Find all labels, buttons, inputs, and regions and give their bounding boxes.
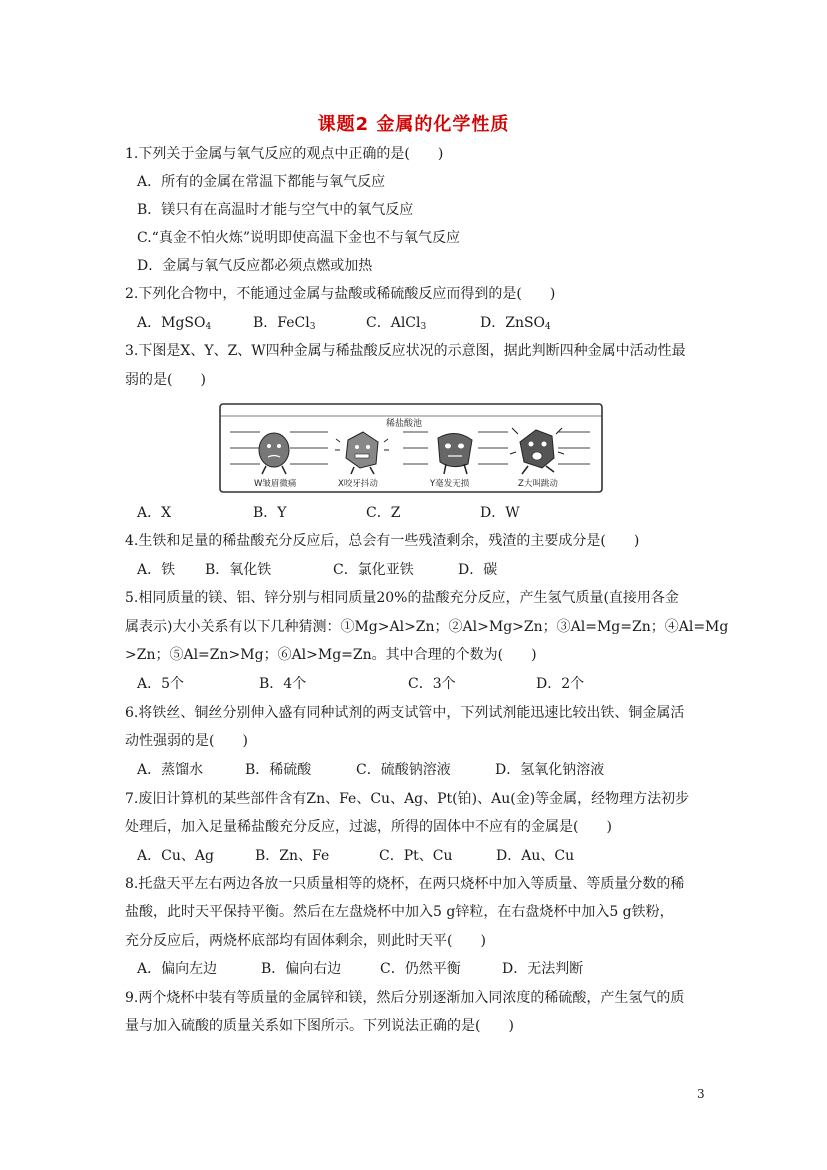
question-4-option-c: C．氯化亚铁 (333, 562, 414, 578)
question-3-option-a: A．X (137, 505, 172, 521)
question-5-option-d: D．2个 (536, 676, 585, 692)
question-2-stem: 2.下列化合物中，不能通过金属与盐酸或稀硫酸反应而得到的是( ) (125, 286, 556, 302)
question-4-option-b: B．氧化铁 (205, 562, 272, 578)
metal-reaction-figure (218, 402, 604, 494)
question-1-option-a: A．所有的金属在常温下都能与氧气反应 (137, 174, 386, 190)
question-7-stem-line-2: 处理后，加入足量稀盐酸充分反应，过滤，所得的固体中不应有的金属是( ) (125, 819, 612, 835)
question-1-option-b: B．镁只有在高温时才能与空气中的氧气反应 (137, 202, 414, 218)
question-8-option-a: A．偏向左边 (137, 961, 218, 977)
question-1-stem: 1.下列关于金属与氧气反应的观点中正确的是( ) (125, 146, 444, 162)
question-8-option-c: C．仍然平衡 (380, 961, 461, 977)
figure-label-w: W皱眉微痛 (254, 479, 297, 489)
question-8-option-b: B．偏向右边 (261, 961, 342, 977)
question-6-option-b: B．稀硫酸 (245, 762, 312, 778)
question-2-option-d: D．ZnSO$_4$ (480, 315, 551, 332)
question-8-stem-line-1: 8.托盘天平左右两边各放一只质量相等的烧杯，在两只烧杯中加入等质量、等质量分数的稀 (125, 876, 685, 892)
question-3-option-c: C．Z (366, 505, 401, 521)
question-6-option-c: C．硫酸钠溶液 (356, 762, 451, 778)
question-2-option-c: C．AlCl$_3$ (366, 315, 427, 332)
question-7-stem-line-1: 7.废旧计算机的某些部件含有Zn、Fe、Cu、Ag、Pt(铂)、Au(金)等金属，经物理方法初步 (125, 791, 690, 807)
question-5-option-b: B．4个 (259, 676, 307, 692)
question-6-option-d: D．氢氧化钠溶液 (495, 762, 605, 778)
question-6-option-a: A．蒸馏水 (137, 762, 204, 778)
question-5-stem-line-2: 属表示)大小关系有以下几种猜测：①Mg>Al>Zn；②Al>Mg>Zn；③Al=Mg=Zn；④Al=Mg (125, 619, 729, 635)
question-5-option-c: C．3个 (408, 676, 456, 692)
question-3-stem-line-2: 弱的是( ) (125, 372, 206, 388)
question-5-stem-line-3: >Zn；⑤Al=Zn>Mg；⑥Al>Mg=Zn。其中合理的个数为( ) (125, 647, 537, 663)
question-7-option-b: B．Zn、Fe (255, 848, 330, 864)
question-7-option-d: D．Au、Cu (496, 848, 575, 864)
question-1-option-c: C.“真金不怕火炼”说明即使高温下金也不与氧气反应 (137, 230, 460, 246)
pool-label: 稀盐酸池 (386, 419, 423, 429)
question-6-stem-line-1: 6.将铁丝、铜丝分别伸入盛有同种试剂的两支试管中，下列试剂能迅速比较出铁、铜金属活 (125, 705, 685, 721)
question-7-option-a: A．Cu、Ag (137, 848, 214, 864)
question-9-stem-line-2: 量与加入硫酸的质量关系如下图所示。下列说法正确的是( ) (125, 1018, 514, 1034)
question-6-stem-line-2: 动性强弱的是( ) (125, 733, 248, 749)
question-4-option-a: A．铁 (137, 562, 176, 578)
question-3-option-b: B．Y (253, 505, 287, 521)
question-9-stem-line-1: 9.两个烧杯中装有等质量的金属锌和镁，然后分别逐渐加入同浓度的稀硫酸，产生氢气的质 (125, 990, 685, 1006)
page-title: 课题2 金属的化学性质 (317, 114, 510, 135)
question-8-option-d: D．无法判断 (502, 961, 584, 977)
page-number: 3 (697, 1087, 705, 1101)
question-4-option-d: D．碳 (458, 562, 498, 578)
figure-label-x: X咬牙抖动 (338, 479, 378, 489)
question-2-option-a: A．MgSO$_4$ (137, 315, 212, 332)
question-5-option-a: A．5个 (137, 676, 185, 692)
question-4-stem: 4.生铁和足量的稀盐酸充分反应后，总会有一些残渣剩余，残渣的主要成分是( ) (125, 533, 640, 549)
question-2-option-b: B．FeCl$_3$ (253, 315, 316, 332)
question-5-stem-line-1: 5.相同质量的镁、铝、锌分别与相同质量20%的盐酸充分反应，产生氢气质量(直接用各金 (125, 590, 679, 606)
question-3-stem-line-1: 3.下图是X、Y、Z、W四种金属与稀盐酸反应状况的示意图，据此判断四种金属中活动性最 (125, 343, 686, 359)
figure-label-y: Y毫发无损 (430, 479, 470, 489)
question-1-option-d: D．金属与氧气反应都必须点燃或加热 (137, 258, 373, 274)
question-7-option-c: C．Pt、Cu (379, 848, 453, 864)
figure-label-z: Z大叫跳动 (518, 479, 558, 489)
question-8-stem-line-3: 充分反应后，两烧杯底部均有固体剩余，则此时天平( ) (125, 933, 486, 949)
question-8-stem-line-2: 盐酸，此时天平保持平衡。然后在左盘烧杯中加入5 g锌粒，在右盘烧杯中加入5 g铁粉， (125, 904, 674, 920)
question-3-option-d: D．W (480, 505, 520, 521)
